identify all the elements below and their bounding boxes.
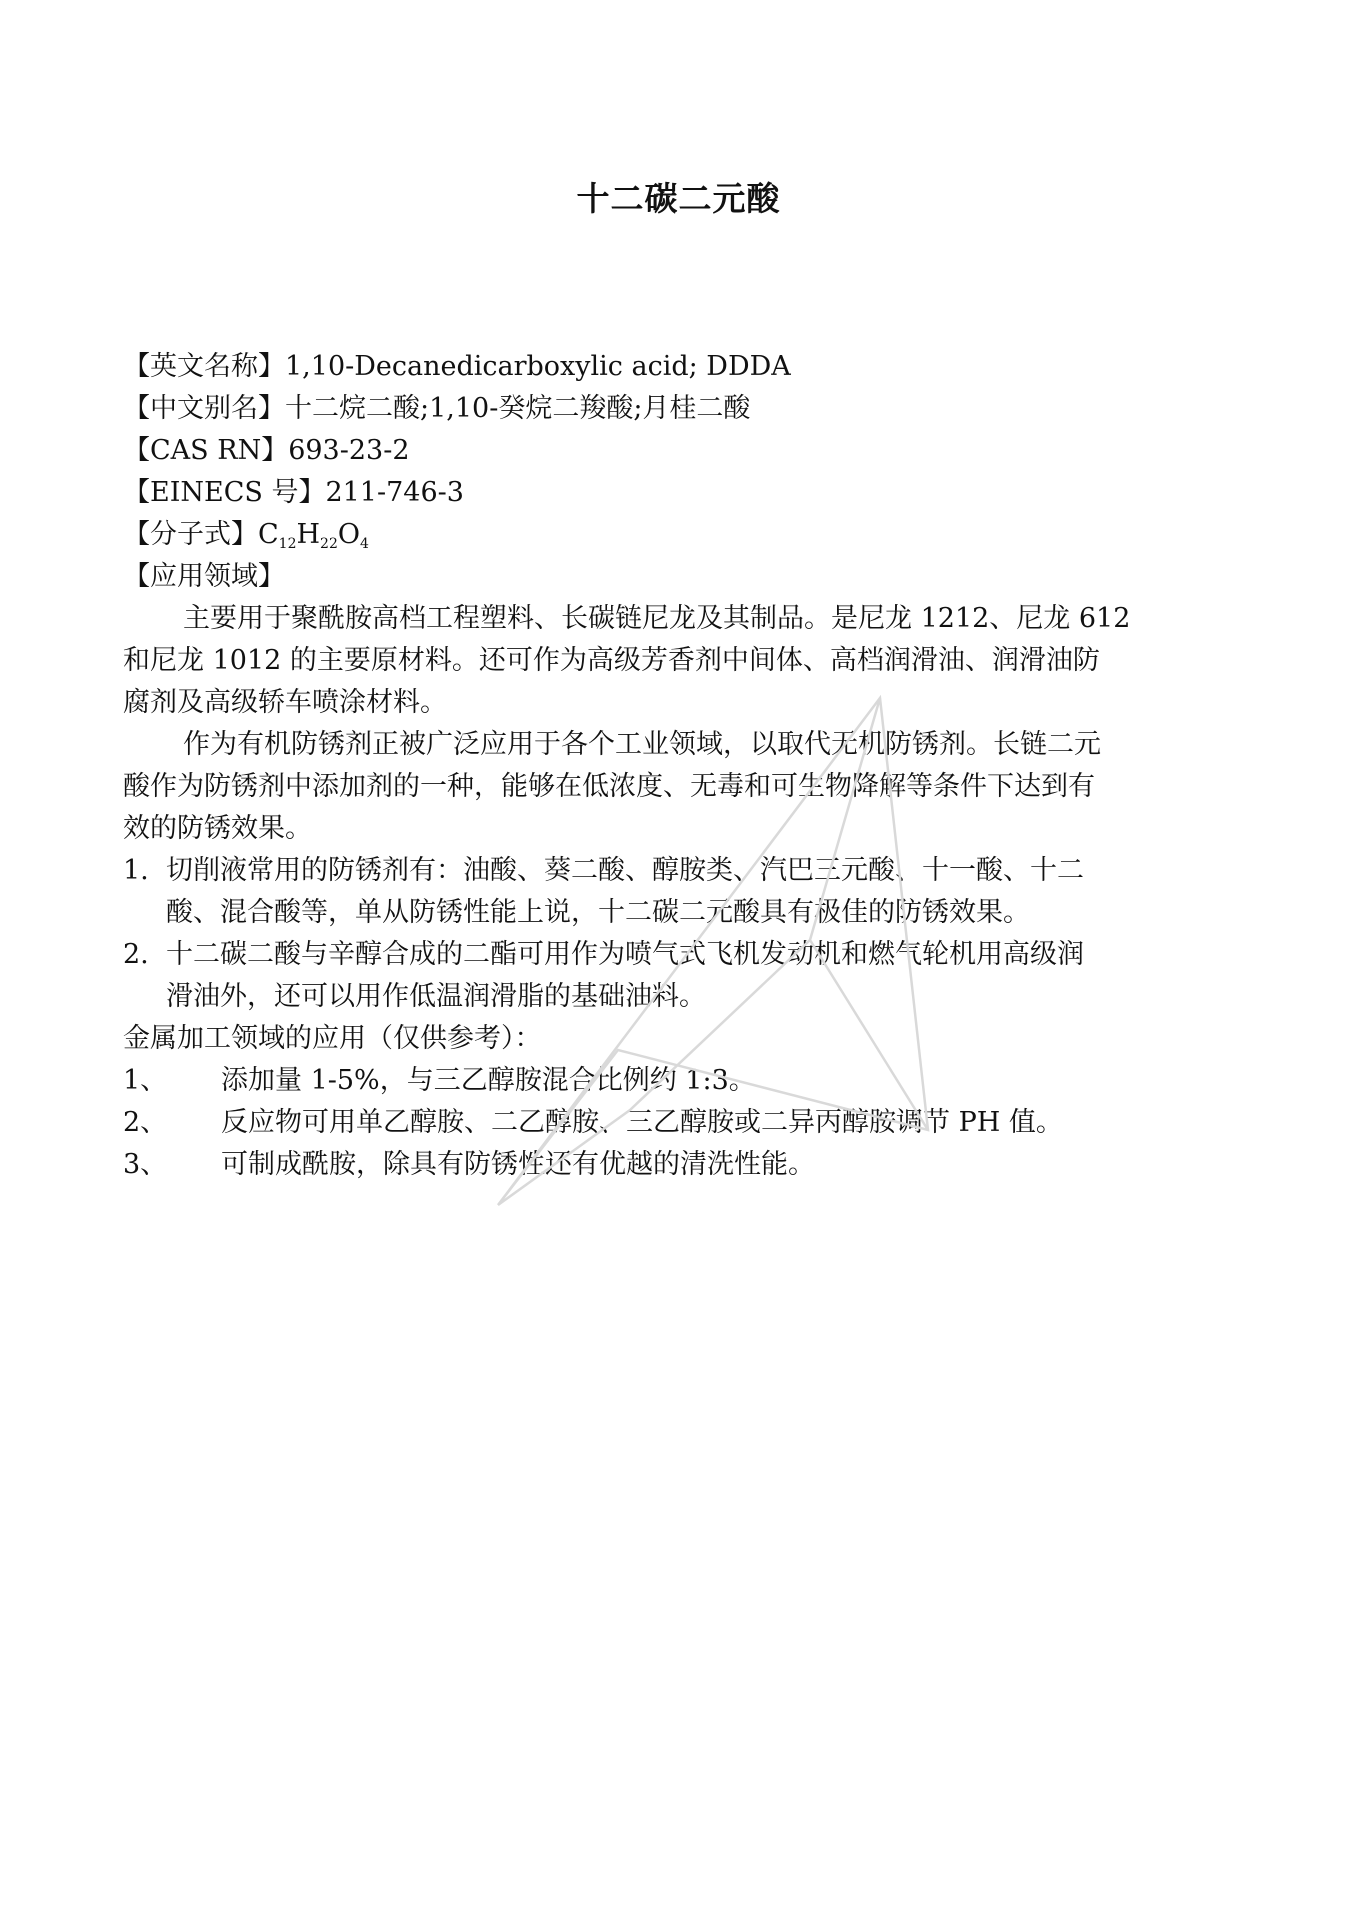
molecular-formula-label: 【分子式】	[123, 519, 258, 550]
metal-item-text: 可制成酰胺，除具有防锈性还有优越的清洗性能。	[221, 1149, 815, 1180]
numbered-item-continuation: 滑油外，还可以用作低温润滑脂的基础油料。	[166, 981, 706, 1012]
application-heading	[123, 556, 1245, 598]
formula-hydrogen: H	[296, 519, 321, 550]
metal-item-number: 1、	[123, 1065, 168, 1096]
document-body	[123, 346, 1245, 1186]
metal-item-number: 2、	[123, 1107, 168, 1138]
item-number: 1.	[123, 855, 149, 886]
application-label: 【应用领域】	[123, 561, 285, 592]
numbered-item	[123, 934, 1245, 976]
paragraph-line: 作为有机防锈剂正被广泛应用于各个工业领域，以取代无机防锈剂。长链二元	[183, 729, 1101, 760]
chinese-alias-field	[123, 388, 1245, 430]
cas-rn-field	[123, 430, 1245, 472]
chinese-alias-label: 【中文别名】	[123, 393, 285, 424]
metal-item-text: 添加量 1-5%，与三乙醇胺混合比例约 1:3。	[221, 1065, 756, 1096]
item-text: 十二碳二酸与辛醇合成的二酯可用作为喷气式飞机发动机和燃气轮机用高级润	[166, 939, 1084, 970]
einecs-label: 【EINECS 号】	[123, 477, 326, 508]
metal-item	[123, 1102, 1245, 1144]
einecs-value: 211-746-3	[325, 477, 464, 508]
chinese-alias-value: 十二烷二酸;1,10-癸烷二羧酸;月桂二酸	[285, 393, 751, 424]
cas-rn-label: 【CAS RN】	[123, 435, 289, 466]
metal-processing-heading: 金属加工领域的应用（仅供参考）：	[123, 1023, 542, 1054]
document-title: 十二碳二元酸	[576, 179, 781, 218]
formula-carbon: C	[258, 519, 279, 550]
numbered-item	[123, 850, 1245, 892]
paragraph-line: 腐剂及高级轿车喷涂材料。	[123, 687, 447, 718]
metal-item	[123, 1144, 1245, 1186]
formula-hydrogen-count: 22	[320, 536, 338, 552]
metal-item-number: 3、	[123, 1149, 168, 1180]
paragraph-line: 效的防锈效果。	[123, 813, 312, 844]
formula-carbon-count: 12	[278, 536, 297, 552]
english-name-value: 1,10-Decanedicarboxylic acid; DDDA	[285, 351, 791, 382]
numbered-item-continuation: 酸、混合酸等，单从防锈性能上说，十二碳二元酸具有极佳的防锈效果。	[166, 897, 1030, 928]
metal-item-text: 反应物可用单乙醇胺、二乙醇胺、三乙醇胺或二异丙醇胺调节 PH 值。	[221, 1107, 1063, 1138]
formula-oxygen: O	[337, 519, 361, 550]
item-number: 2.	[123, 939, 149, 970]
english-name-label: 【英文名称】	[123, 351, 285, 382]
english-name-field	[123, 346, 1245, 388]
paragraph-line: 和尼龙 1012 的主要原材料。还可作为高级芳香剂中间体、高档润滑油、润滑油防	[123, 645, 1100, 676]
cas-rn-value: 693-23-2	[288, 435, 410, 466]
formula-oxygen-count: 4	[360, 536, 369, 552]
molecular-formula-field	[123, 514, 1245, 556]
paragraph-line: 酸作为防锈剂中添加剂的一种，能够在低浓度、无毒和可生物降解等条件下达到有	[123, 771, 1095, 802]
item-text: 切削液常用的防锈剂有：油酸、葵二酸、醇胺类、汽巴三元酸、十一酸、十二	[166, 855, 1084, 886]
paragraph-line: 主要用于聚酰胺高档工程塑料、长碳链尼龙及其制品。是尼龙 1212、尼龙 612	[183, 603, 1131, 634]
metal-item	[123, 1060, 1245, 1102]
einecs-field	[123, 472, 1245, 514]
